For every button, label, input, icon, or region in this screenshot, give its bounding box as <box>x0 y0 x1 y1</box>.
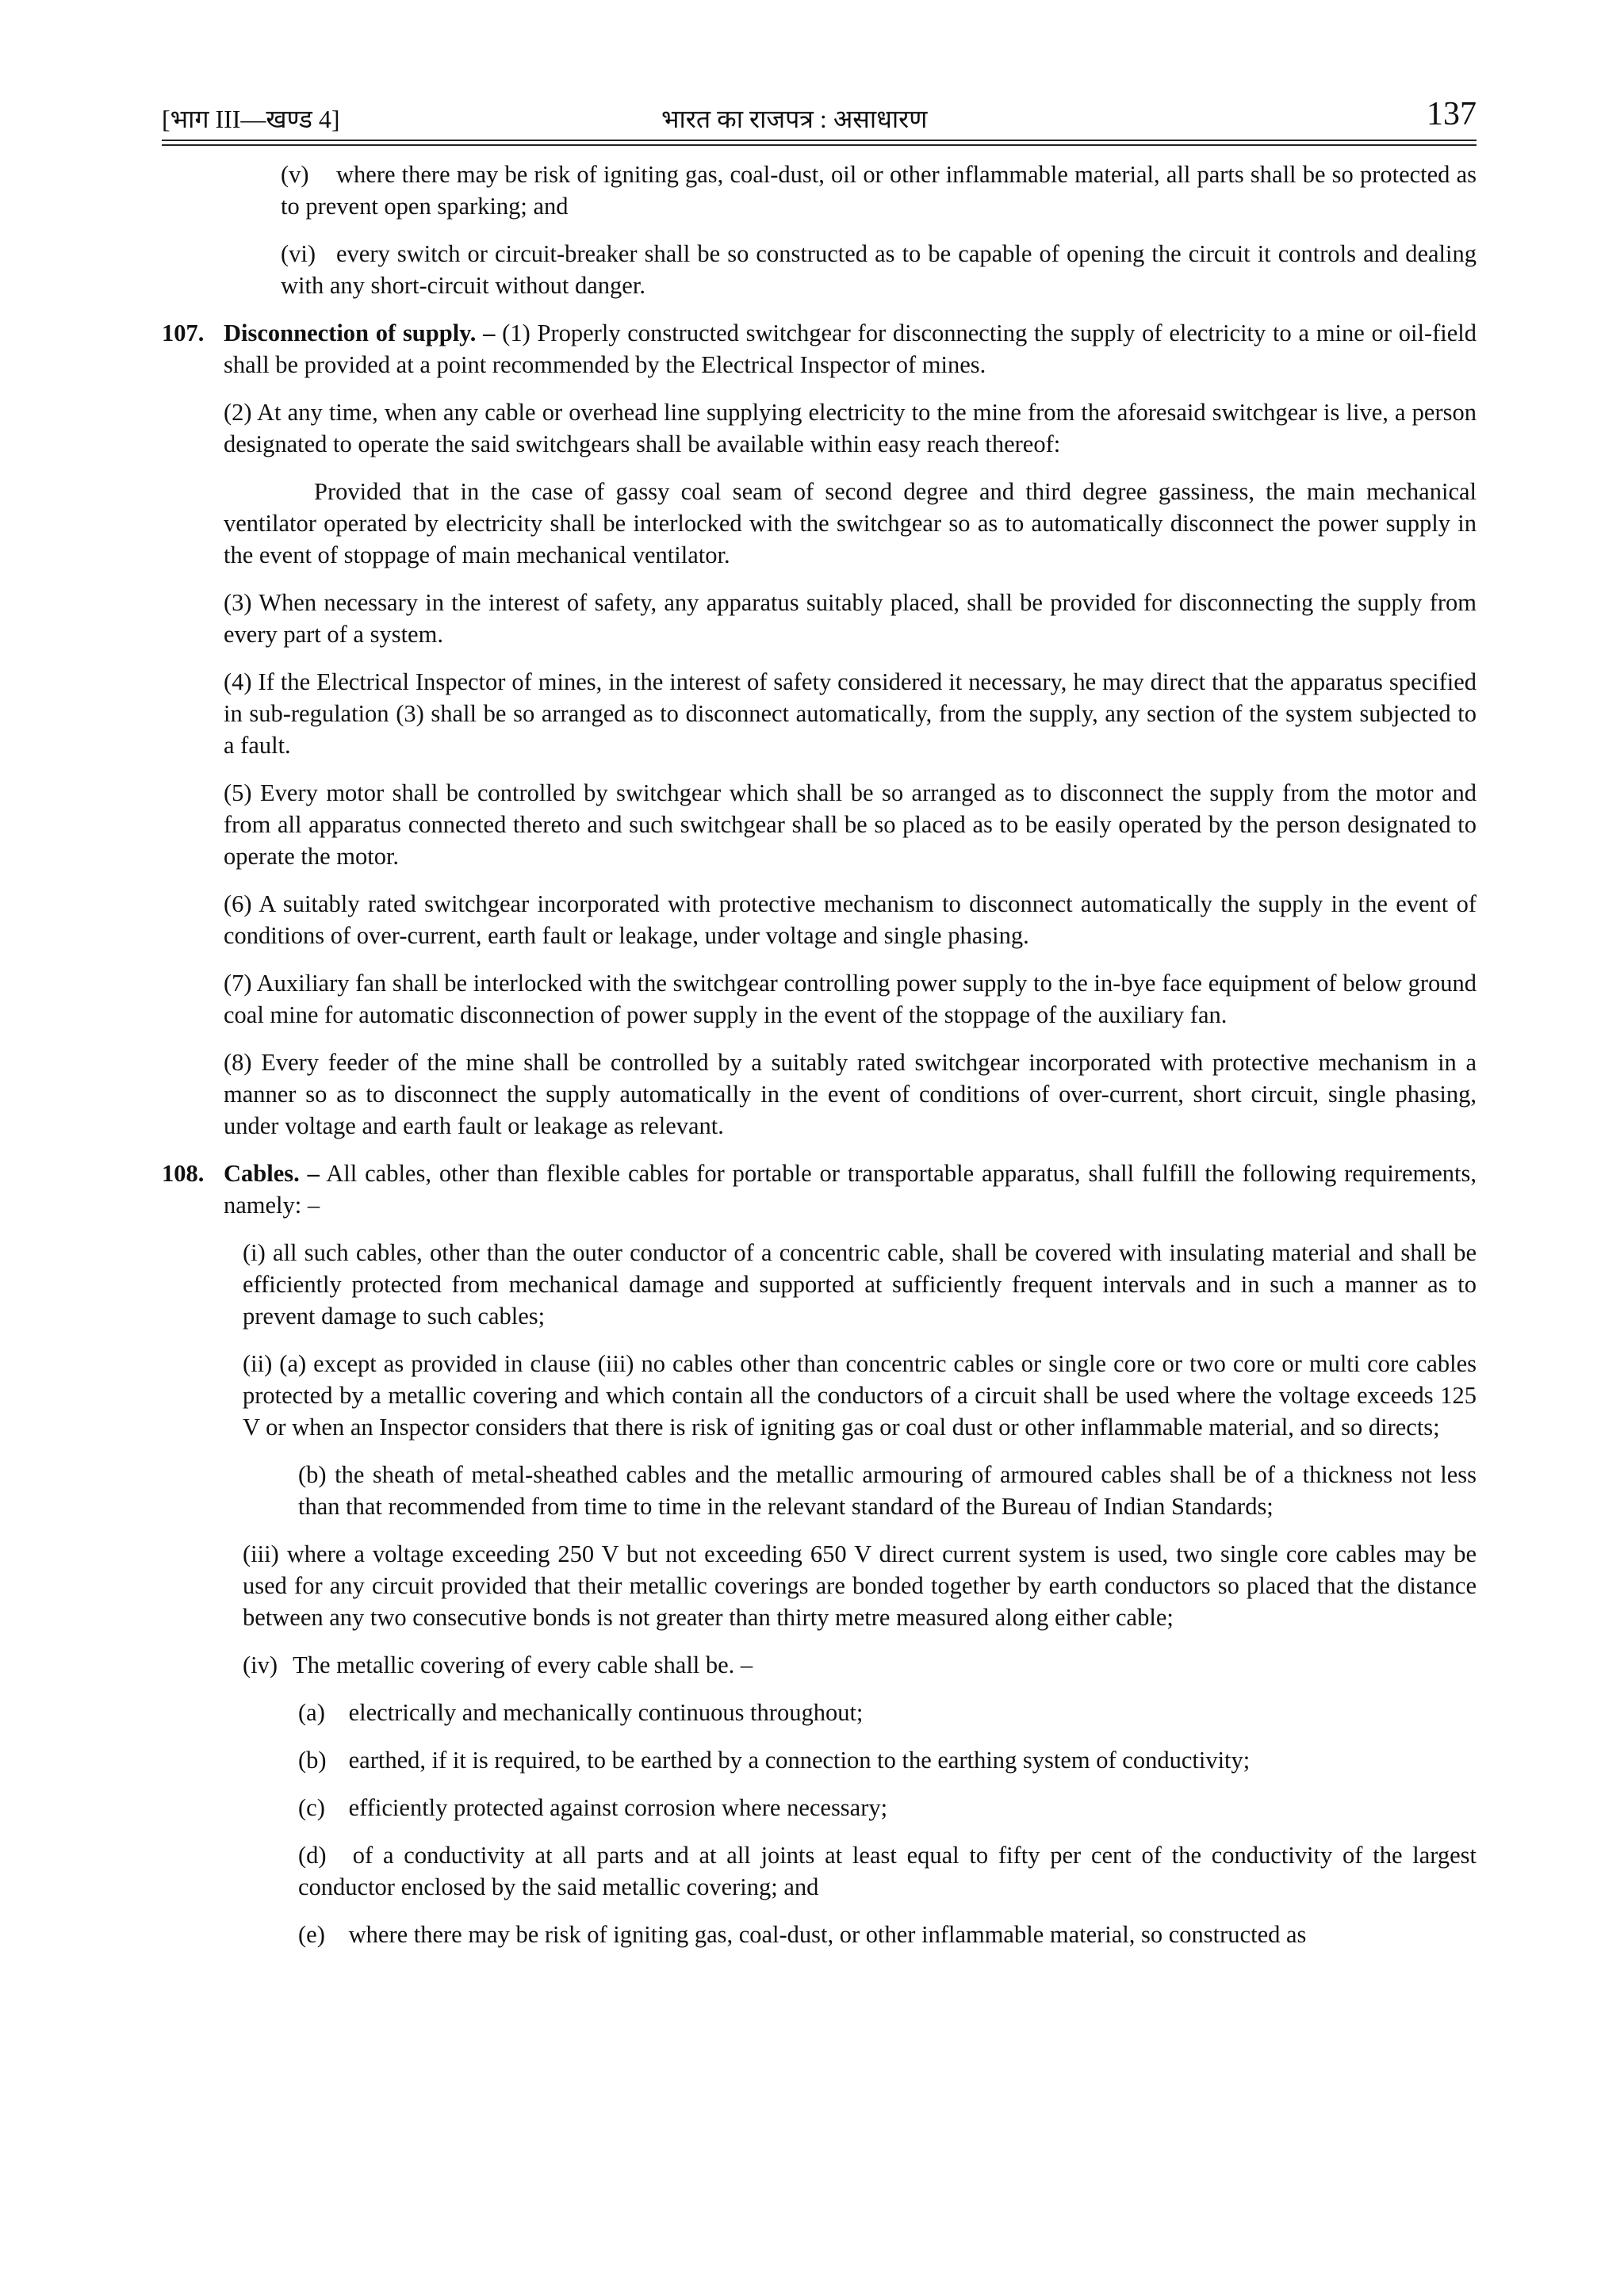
sub-clause-text: efficiently protected against corrosion where necessary; <box>348 1794 888 1821</box>
header-part-section: [भाग III—खण्ड 4] <box>162 105 340 133</box>
sub-regulation-1: (1) Properly constructed switchgear for disconnecting the supply of electricity to a mine or oil-field shall be provided at a point recommended by the Electrical Inspector of mines. <box>224 320 1477 378</box>
sub-regulation-7: (7) Auxiliary fan shall be interlocked with the switchgear controlling power supply to the in-bye face equipment of below ground coal mine for automatic disconnection of power supply in the event of the stoppage of the auxiliary fan. <box>224 970 1477 1028</box>
clause-v <box>281 159 1477 222</box>
regulation-intro: All cables, other than flexible cables for portable or transportable apparatus, shall fulfill the following requirements, namely: – <box>224 1160 1477 1219</box>
sub-clause-label: (c) <box>298 1794 325 1821</box>
sub-clause-d <box>298 1839 1477 1903</box>
sub-regulation-4: (4) If the Electrical Inspector of mines, in the interest of safety considered it necessary, he may direct that the apparatus specified in sub-regulation (3) shall be so arranged as to disconnect automatically, from the supply, any section of the system subjected to a fault. <box>224 668 1477 759</box>
sub-clause-text: of a conductivity at all parts and at all joints at least equal to fifty per cent of the conductivity of the largest conductor enclosed by the said metallic covering; and <box>298 1842 1477 1900</box>
regulation-108 <box>162 1158 1477 1221</box>
sub-regulation-8: (8) Every feeder of the mine shall be controlled by a suitably rated switchgear incorporated with protective mechanism in a manner so as to disconnect the supply automatically in the event of conditions of over-current, short circuit, single phasing, under voltage and earth fault or leakage as relevant. <box>224 1049 1477 1139</box>
sub-clause-label: (a) <box>298 1699 325 1726</box>
regulation-number: 108. <box>162 1160 205 1187</box>
page-number: 137 <box>1427 96 1477 132</box>
clause-text: The metallic covering of every cable shall be. – <box>293 1651 753 1678</box>
clause-vi <box>281 238 1477 301</box>
clause-label: (vi) <box>281 240 316 267</box>
header-gazette-title: भारत का राजपत्र : असाधारण <box>661 105 928 133</box>
sub-regulation-3: (3) When necessary in the interest of safety, any apparatus suitably placed, shall be provided for disconnecting the supply from every part of a system. <box>224 589 1477 648</box>
sub-clause-c <box>298 1792 1477 1823</box>
sub-clause-text: where there may be risk of igniting gas, coal-dust, or other inflammable material, so constructed as <box>348 1921 1307 1948</box>
clause-ii-b: (b) the sheath of metal-sheathed cables and the metallic armouring of armoured cables shall be of a thickness not less than that recommended from time to time in the relevant standard of the Bureau of Indian Standards; <box>298 1461 1477 1520</box>
clause-text: where there may be risk of igniting gas, coal-dust, oil or other inflammable material, all parts shall be so protected as to prevent open sparking; and <box>281 161 1477 220</box>
sub-clause-label: (e) <box>298 1921 325 1948</box>
sub-clause-e <box>298 1919 1477 1950</box>
clause-label: (v) <box>281 161 309 188</box>
sub-clause-label: (b) <box>298 1747 327 1774</box>
sub-clause-a <box>298 1697 1477 1728</box>
regulation-107 <box>162 317 1477 381</box>
clause-ii-a: (ii) (a) except as provided in clause (iii) no cables other than concentric cables or single core or two core or multi core cables protected by a metallic covering and which contain all the conductors of a circuit shall be used where the voltage exceeds 125 V or when an Inspector considers that there is risk of igniting gas or coal dust or other inflammable material, and so directs; <box>243 1350 1477 1441</box>
sub-regulation-5: (5) Every motor shall be controlled by switchgear which shall be so arranged as to disconnect the supply from the motor and from all apparatus connected thereto and such switchgear shall be so placed as to be easily operated by the person designated to operate the motor. <box>224 779 1477 870</box>
clause-iv <box>243 1649 1477 1681</box>
regulation-title: Cables. – <box>224 1160 320 1187</box>
header-rule-top <box>162 140 1477 141</box>
header-rule-bottom <box>162 144 1477 146</box>
sub-regulation-6: (6) A suitably rated switchgear incorporated with protective mechanism to disconnect automatically the supply in the event of conditions of over-current, earth fault or leakage, under voltage and single phasing. <box>224 890 1477 949</box>
clause-text: every switch or circuit-breaker shall be so constructed as to be capable of opening the circuit it controls and dealing with any short-circuit without danger. <box>281 240 1477 299</box>
regulation-number: 107. <box>162 320 205 346</box>
sub-clause-b <box>298 1744 1477 1776</box>
regulation-title: Disconnection of supply. – <box>224 320 496 346</box>
document-body <box>162 159 1477 1966</box>
clause-iii: (iii) where a voltage exceeding 250 V but not exceeding 650 V direct current system is used, two single core cables may be used for any circuit provided that their metallic coverings are bonded together by earth conductors so placed that the distance between any two consecutive bonds is not greater than thirty metre measured along either cable; <box>243 1540 1477 1631</box>
clause-i: (i) all such cables, other than the outer conductor of a concentric cable, shall be covered with insulating material and shall be efficiently protected from mechanical damage and supported at sufficiently frequent intervals and in such a manner as to prevent damage to such cables; <box>243 1239 1477 1330</box>
sub-clause-text: earthed, if it is required, to be earthed by a connection to the earthing system of conductivity; <box>348 1747 1251 1774</box>
clause-label: (iv) <box>243 1651 278 1678</box>
proviso: Provided that in the case of gassy coal seam of second degree and third degree gassiness, the main mechanical ventilator operated by electricity shall be interlocked with the switchgear so as to automatically disconnect the power supply in the event of stoppage of main mechanical ventilator. <box>224 478 1477 568</box>
sub-regulation-2: (2) At any time, when any cable or overhead line supplying electricity to the mine from the aforesaid switchgear is live, a person designated to operate the said switchgears shall be available within easy reach thereof: <box>224 399 1477 457</box>
sub-clause-text: electrically and mechanically continuous throughout; <box>348 1699 864 1726</box>
sub-clause-label: (d) <box>298 1842 327 1869</box>
